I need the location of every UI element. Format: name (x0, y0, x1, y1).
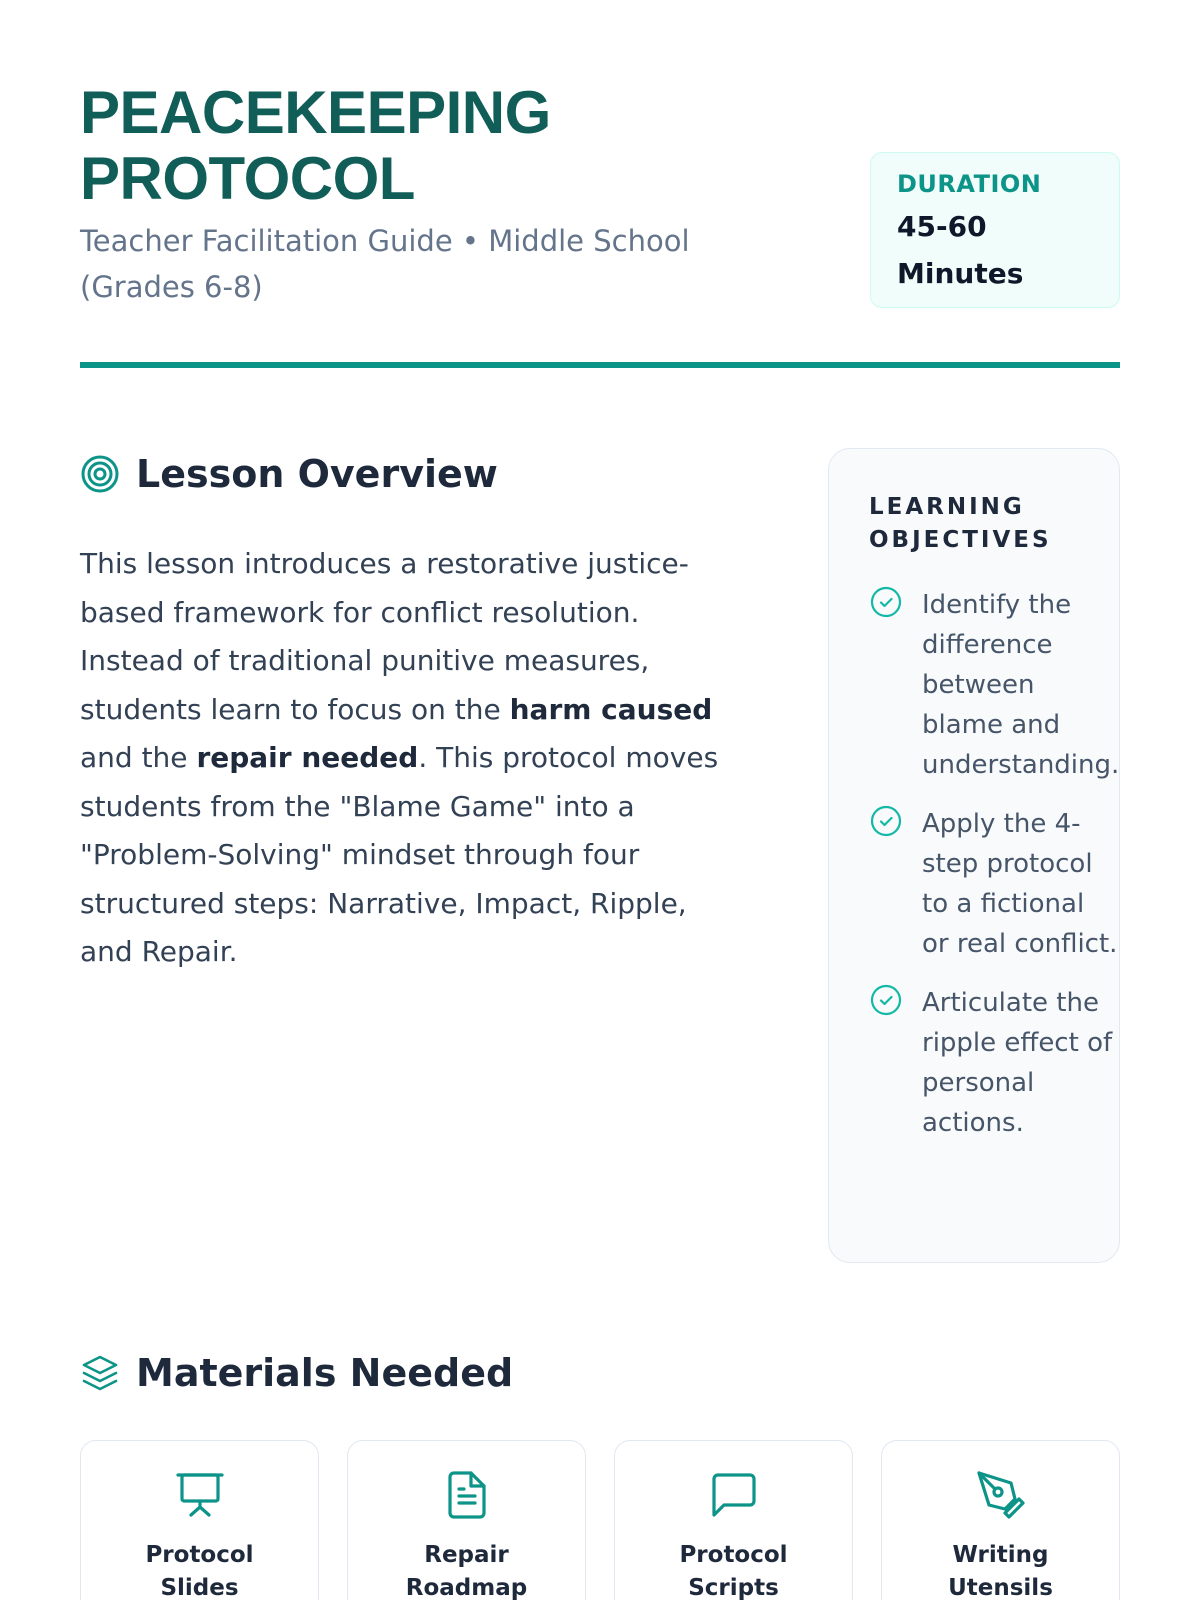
objectives-title: LEARNING OBJECTIVES (869, 494, 1052, 553)
list-item: Identify the difference between blame and understanding. (869, 585, 1119, 785)
check-circle-icon (869, 983, 903, 1017)
header-divider (80, 362, 1120, 368)
page-subtitle: Teacher Facilitation Guide • Middle School (Grades 6-8) (80, 224, 690, 304)
duration-label: DURATION (897, 170, 1042, 198)
check-circle-icon (869, 585, 903, 619)
duration-badge (870, 152, 1120, 308)
list-item: Articulate the ripple effect of personal actions. (869, 983, 1119, 1143)
document-icon (441, 1469, 493, 1521)
check-circle-icon (869, 804, 903, 838)
learning-objectives-card (828, 448, 1120, 1263)
overview-paragraph: This lesson introduces a restorative justice-based framework for conflict resolution. Instead of traditional punitive measures, students learn to focus on the harm caused and the repair needed. This protocol moves students from the "Blame Game" into a "Problem-Solving" mindset through four structured steps: Narrative, Impact, Ripple, and Repair. (80, 547, 719, 968)
chat-bubble-icon (708, 1469, 760, 1521)
emphasis-repair: repair needed (196, 741, 419, 774)
page-header (80, 80, 1120, 368)
materials-title: Materials Needed (136, 1351, 514, 1395)
overview-title: Lesson Overview (136, 452, 498, 496)
pen-icon (975, 1469, 1027, 1521)
target-icon (80, 454, 120, 494)
duration-value: 45-60 Minutes (897, 210, 1024, 290)
overview-heading (80, 451, 498, 497)
page-title: PEACEKEEPING PROTOCOL (80, 79, 551, 212)
material-card-scripts: Protocol Scripts (614, 1440, 853, 1600)
presentation-icon (174, 1469, 226, 1521)
objectives-list (869, 585, 1119, 1143)
material-card-utensils: Writing Utensils (881, 1440, 1120, 1600)
material-card-slides: Protocol Slides (80, 1440, 319, 1600)
layers-icon (80, 1353, 120, 1393)
emphasis-harm: harm caused (509, 692, 713, 726)
list-item: Apply the 4-step protocol to a fictional or real conflict. (869, 804, 1119, 964)
materials-list (80, 1440, 1120, 1600)
material-card-roadmap: Repair Roadmap (347, 1440, 586, 1600)
materials-heading (80, 1350, 513, 1396)
